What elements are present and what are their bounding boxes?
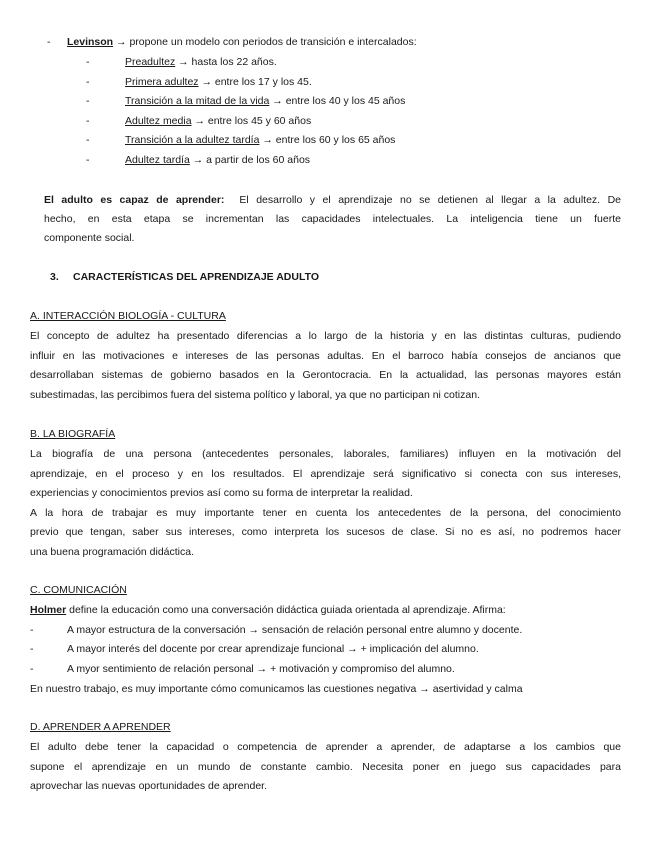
bullet-dash: -	[86, 154, 90, 166]
section-a-heading: A. INTERACCIÓN BIOLOGÍA - CULTURA	[30, 310, 226, 322]
bullet-dash: -	[86, 134, 90, 146]
bullet-dash: -	[30, 663, 34, 675]
stage-term: Primera adultez	[125, 76, 199, 88]
section-b-line: aprendizaje, en el proceso y en los resultados. El aprendizaje será significativo si conecta con sus intereses,	[30, 467, 621, 480]
stage-desc: → a partir de los 60 años	[189, 154, 311, 166]
bullet-dash: -	[30, 643, 34, 655]
section-a-line: subestimadas, las percibimos fuera del sistema político y laboral, ya que no participan ni cotizan.	[30, 388, 480, 401]
holmer-text: define la educación como una conversación didáctica guiada orientada al aprendizaje. Afirma:	[66, 604, 506, 616]
bullet-dash: -	[86, 115, 90, 127]
stage-term: Transición a la adultez tardía	[125, 134, 260, 146]
holmer-name: Holmer	[30, 604, 67, 616]
section-c-bullet: A mayor estructura de la conversación → sensación de relación personal entre alumno y docente.	[67, 624, 523, 636]
stage-term: Transición a la mitad de la vida	[125, 95, 270, 107]
stage-term: Adultez media	[125, 115, 192, 127]
section-c-bullet: A mayor interés del docente por crear aprendizaje funcional → + implicación del alumno.	[67, 643, 479, 655]
section-b-line: una buena programación didáctica.	[30, 545, 195, 558]
adult-learn-line-3: componente social.	[44, 232, 135, 244]
adult-learn-line-2: hecho, en esta etapa se incrementan las capacidades intelectuales. La inteligencia tiene un fuerte	[44, 213, 621, 225]
holmer-line	[30, 604, 506, 617]
stage-desc: → entre los 40 y los 45 años	[269, 95, 406, 107]
section-c-closing: En nuestro trabajo, es muy importante cómo comunicamos las cuestiones negativa → asertividad y calma	[30, 683, 523, 695]
section-b-line: previo que tengan, saber sus intereses, como interpreta los sucesos de clase. Si no es así, no podremos hacer	[30, 526, 621, 538]
section-3-title: CARACTERÍSTICAS DEL APRENDIZAJE ADULTO	[73, 271, 319, 283]
section-b-line: La biografía de una persona (antecedentes personales, laborales, familiares) influyen en la motivación del	[30, 448, 621, 460]
section-d-heading: D. APRENDER A APRENDER	[30, 721, 171, 733]
bullet-dash: -	[47, 36, 51, 48]
levinson-stage	[125, 115, 311, 128]
section-b-line: experiencias y conocimientos previos así como su forma de interpretar la realidad.	[30, 487, 413, 499]
section-c-bullet: A myor sentimiento de relación personal → + motivación y compromiso del alumno.	[67, 663, 455, 675]
stage-term: Preadultez	[125, 56, 176, 68]
levinson-name: Levinson	[67, 36, 114, 48]
levinson-line	[67, 36, 417, 49]
section-c-heading: C. COMUNICACIÓN	[30, 584, 127, 596]
section-d-line: supone el aprendizaje en un mundo de constante cambio. Necesita poner en juego sus capacidades para	[30, 760, 621, 773]
levinson-arrow: →	[113, 36, 130, 48]
section-b-heading: B. LA BIOGRAFÍA	[30, 428, 116, 440]
adult-learn-lead: El adulto es capaz de aprender:	[44, 194, 225, 206]
levinson-stage	[125, 134, 395, 147]
levinson-stage	[125, 154, 310, 167]
section-b-line: A la hora de trabajar es muy importante tener en cuenta los antecedentes de la persona, del conocimiento	[30, 506, 621, 519]
section-a-line: El concepto de adultez ha presentado diferencias a lo largo de la historia y en las distintas culturas, pudiendo	[30, 330, 621, 342]
section-d-line: aprovechar las nuevas oportunidades de aprender.	[30, 780, 267, 792]
section-3-number: 3.	[50, 271, 59, 283]
bullet-dash: -	[30, 624, 34, 636]
adult-learn-line-1	[44, 194, 621, 207]
section-a-line: influir en las motivaciones e intereses de las personas adultas. En el barroco había consejos de ancianos que	[30, 349, 621, 362]
bullet-dash: -	[86, 56, 90, 68]
bullet-dash: -	[86, 76, 90, 88]
stage-desc: → hasta los 22 años.	[175, 56, 277, 68]
section-a-line: desarrollaban sistemas de gobierno basados en la Gerontocracia. En la actualidad, las personas mayores están	[30, 369, 621, 381]
levinson-stage	[125, 95, 405, 108]
stage-term: Adultez tardía	[125, 154, 190, 166]
levinson-stage	[125, 56, 277, 69]
section-d-line: El adulto debe tener la capacidad o competencia de aprender a aprender, de adaptarse a los cambios que	[30, 741, 621, 753]
stage-desc: → entre los 60 y los 65 años	[259, 134, 396, 146]
levinson-intro: propone un modelo con periodos de transición e intercalados:	[129, 36, 417, 48]
bullet-dash: -	[86, 95, 90, 107]
stage-desc: → entre los 45 y 60 años	[191, 115, 312, 127]
levinson-stage	[125, 76, 312, 89]
stage-desc: → entre los 17 y los 45.	[198, 76, 312, 88]
adult-learn-text-1: El desarrollo y el aprendizaje no se detienen al llegar a la adultez. De	[239, 194, 622, 206]
